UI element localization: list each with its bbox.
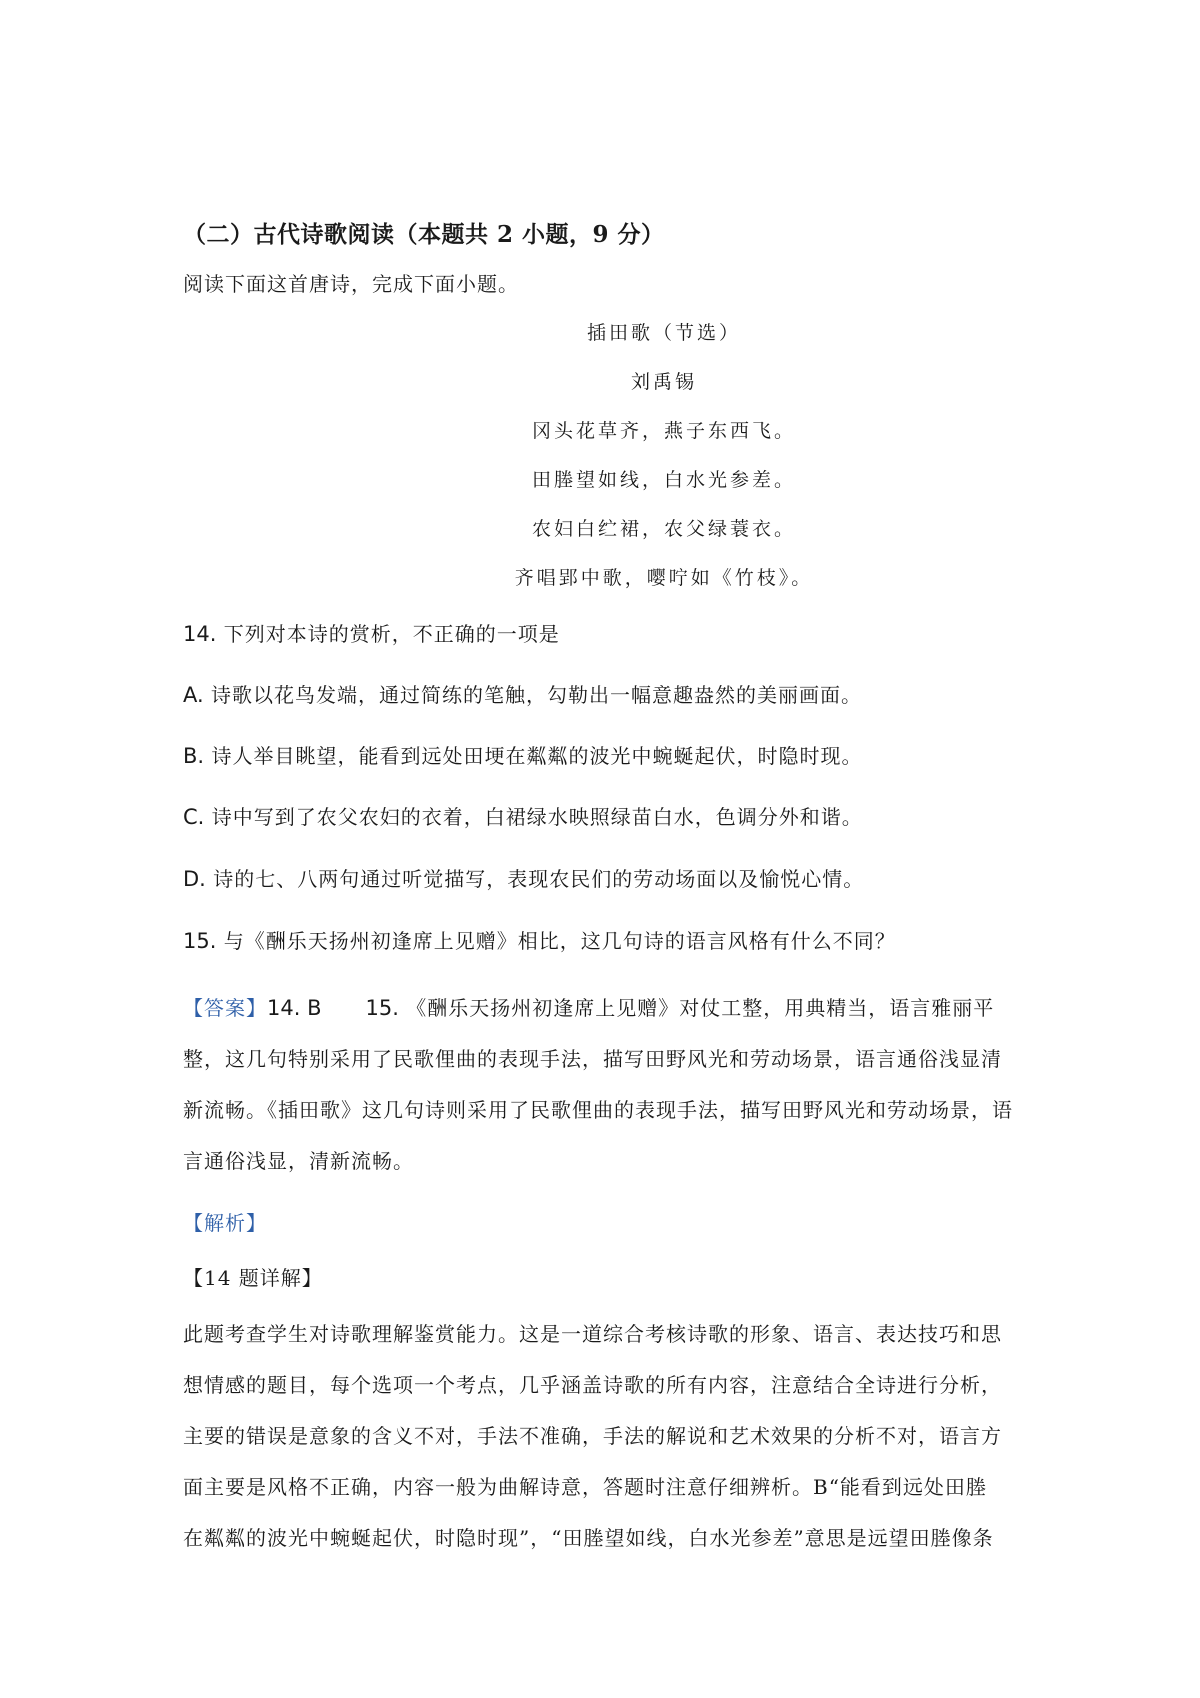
answer-15-number: 15. <box>365 996 399 1020</box>
option-letter: C. <box>183 805 205 829</box>
answer-line: 言通俗浅显，清新流畅。 <box>183 1149 414 1173</box>
option-text: 诗歌以花鸟发端，通过简练的笔触，勾勒出一幅意趣盎然的美丽画面。 <box>211 683 863 707</box>
analysis-line: 面主要是风格不正确，内容一般为曲解诗意，答题时注意仔细辨析。B“能看到远处田塍 <box>183 1475 987 1499</box>
analysis-label: 【解析】 <box>183 1211 267 1235</box>
option-a <box>183 679 862 708</box>
poem-author: 刘禹锡 <box>630 371 697 393</box>
option-c <box>183 801 863 830</box>
answer-14: 14. B <box>267 996 322 1020</box>
analysis-line: 想情感的题目，每个选项一个考点，几乎涵盖诗歌的所有内容，注意结合全诗进行分析， <box>183 1373 1002 1397</box>
option-d <box>183 863 864 892</box>
answer-block <box>183 983 1023 1187</box>
option-letter: B. <box>183 744 205 768</box>
question-14-stem <box>183 618 560 647</box>
poem-line: 齐唱郢中歌，嘤咛如《竹枝》。 <box>514 567 814 589</box>
option-letter: A. <box>183 683 204 707</box>
question-15-stem <box>183 925 896 954</box>
option-text: 诗的七、八两句通过听觉描写，表现农民们的劳动场面以及愉悦心情。 <box>213 867 865 891</box>
answer-line <box>183 983 1023 1034</box>
analysis-line: 主要的错误是意象的含义不对，手法不准确，手法的解说和艺术效果的分析不对，语言方 <box>183 1424 1002 1448</box>
question-text: 下列对本诗的赏析，不正确的一项是 <box>223 622 560 646</box>
option-letter: D. <box>183 867 206 891</box>
question-text: 与《酬乐天扬州初逢席上见赠》相比，这几句诗的语言风格有什么不同？ <box>223 929 896 953</box>
option-text: 诗中写到了农父农妇的衣着，白裙绿水映照绿苗白水，色调分外和谐。 <box>211 805 863 829</box>
question-number: 15. <box>183 929 217 953</box>
analysis-paragraph <box>183 1309 1023 1564</box>
analysis-line: 在粼粼的波光中蜿蜒起伏，时隐时现”，“田塍望如线，白水光参差”意思是远望田塍像条 <box>183 1526 994 1550</box>
answer-line: 新流畅。《插田歌》这几句诗则采用了民歌俚曲的表现手法，描写田野风光和劳动场景，语 <box>183 1098 1013 1122</box>
question-number: 14. <box>183 622 217 646</box>
analysis-sub-label: 【14 题详解】 <box>183 1266 323 1290</box>
poem-line: 农妇白纻裙，农父绿蓑衣。 <box>531 518 796 540</box>
answer-label: 【答案】 <box>183 996 267 1020</box>
option-b <box>183 740 862 769</box>
answer-line: 整，这几句特别采用了民歌俚曲的表现手法，描写田野风光和劳动场景，语言通俗浅显清 <box>183 1047 1002 1071</box>
section-heading: （二）古代诗歌阅读（本题共 2 小题，9 分） <box>183 221 665 248</box>
option-text: 诗人举目眺望，能看到远处田埂在粼粼的波光中蜿蜒起伏，时隐时现。 <box>211 744 863 768</box>
reading-instruction: 阅读下面这首唐诗，完成下面小题。 <box>183 272 519 296</box>
poem-title: 插田歌（节选） <box>586 322 741 344</box>
poem-line: 田塍望如线，白水光参差。 <box>531 469 796 491</box>
analysis-line: 此题考查学生对诗歌理解鉴赏能力。这是一道综合考核诗歌的形象、语言、表达技巧和思 <box>183 1322 1002 1346</box>
answer-text: 《酬乐天扬州初逢席上见赠》对仗工整，用典精当，语言雅丽平 <box>406 996 995 1020</box>
poem-line: 冈头花草齐，燕子东西飞。 <box>531 420 796 442</box>
